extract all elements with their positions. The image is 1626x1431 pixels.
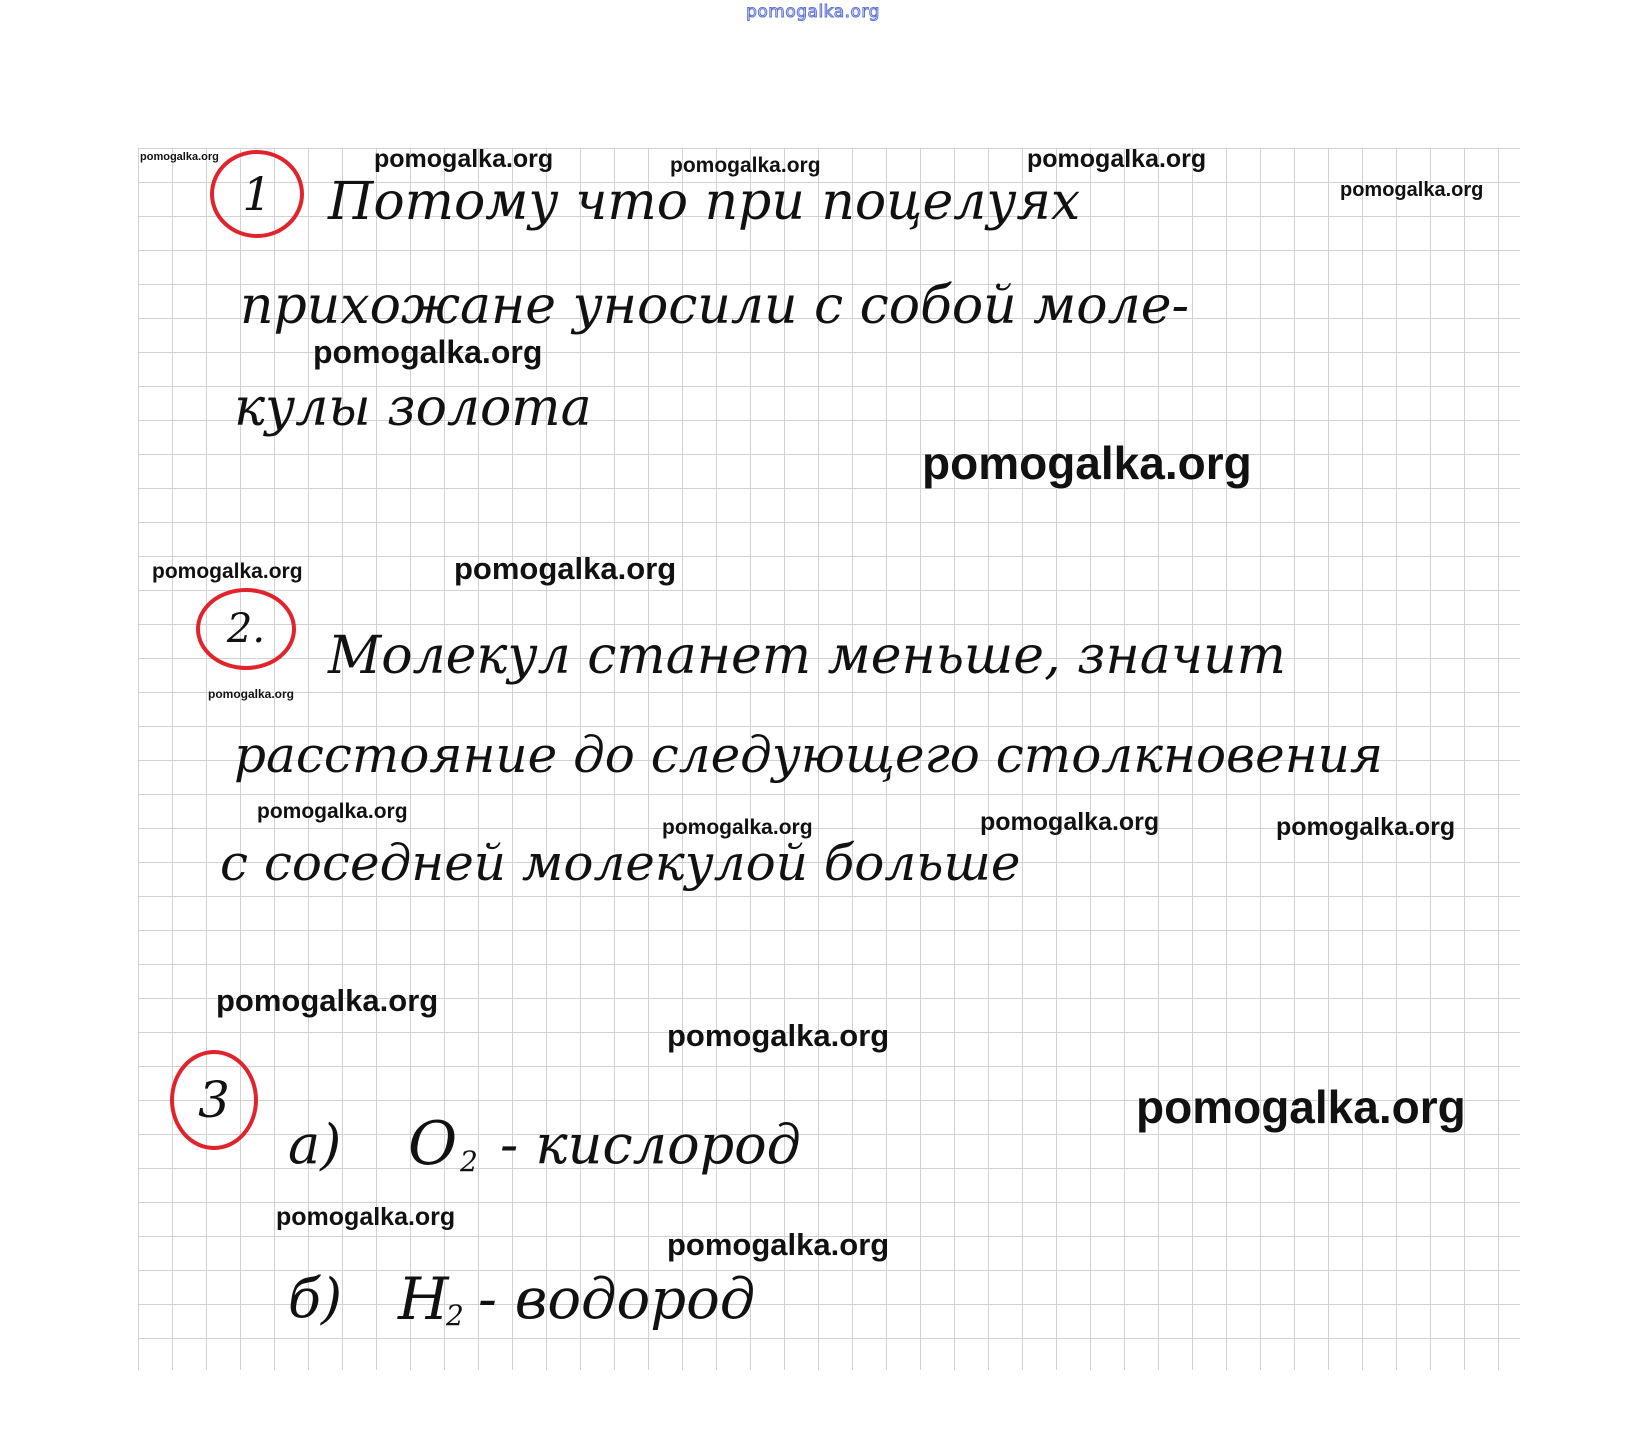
watermark: pomogalka.org xyxy=(980,808,1160,836)
answer-1-line-3: кулы золота xyxy=(234,378,592,438)
watermark: pomogalka.org xyxy=(313,334,543,370)
answer-3-item-b-formula: H xyxy=(398,1265,449,1333)
watermark: pomogalka.org xyxy=(140,151,219,163)
watermark: pomogalka.org xyxy=(257,800,408,823)
watermark: pomogalka.org xyxy=(208,687,295,701)
site-header-watermark: pomogalka.org xyxy=(746,2,880,22)
answer-3-item-a-subscript: 2 xyxy=(460,1145,478,1178)
answer-3-number: 3 xyxy=(198,1071,230,1129)
watermark: pomogalka.org xyxy=(216,983,439,1018)
answer-3-item-b-name: - водород xyxy=(478,1267,756,1332)
answer-3-item-b-marker: б) xyxy=(288,1267,343,1330)
answer-3-item-a-formula: O xyxy=(408,1109,458,1179)
answer-3-item-b-subscript: 2 xyxy=(446,1299,464,1332)
watermark: pomogalka.org xyxy=(1340,179,1484,201)
answer-2-line-3: с соседней молекулой больше xyxy=(220,834,1021,892)
watermark: pomogalka.org xyxy=(1027,145,1207,173)
watermark: pomogalka.org xyxy=(670,154,821,177)
answer-3-item-a-name: - кислород xyxy=(500,1113,801,1176)
answer-2-number-circle xyxy=(196,588,296,670)
watermark: pomogalka.org xyxy=(276,1203,456,1231)
answer-1-number-circle xyxy=(210,150,304,238)
watermark: pomogalka.org xyxy=(662,816,813,839)
answer-1-line-1: Потому что при поцелуях xyxy=(328,172,1081,232)
watermark: pomogalka.org xyxy=(454,551,677,586)
answer-2-line-2: расстояние до следующего столкновения xyxy=(234,726,1383,784)
answer-3-number-circle xyxy=(170,1050,258,1150)
answer-2-number: 2. xyxy=(226,606,266,652)
watermark: pomogalka.org xyxy=(667,1227,890,1262)
answer-2-line-1: Молекул станет меньше, значит xyxy=(328,626,1286,686)
watermark: pomogalka.org xyxy=(1276,813,1456,841)
watermark: pomogalka.org xyxy=(374,145,554,173)
grid-paper-sheet xyxy=(138,145,1520,1370)
answer-3-item-a-marker: а) xyxy=(288,1113,342,1176)
answer-1-number: 1 xyxy=(242,167,272,221)
watermark: pomogalka.org xyxy=(1136,1081,1466,1133)
watermark: pomogalka.org xyxy=(667,1018,890,1053)
watermark: pomogalka.org xyxy=(922,437,1252,489)
watermark: pomogalka.org xyxy=(152,560,303,583)
answer-1-line-2: прихожане уносили с собой моле- xyxy=(240,276,1190,336)
